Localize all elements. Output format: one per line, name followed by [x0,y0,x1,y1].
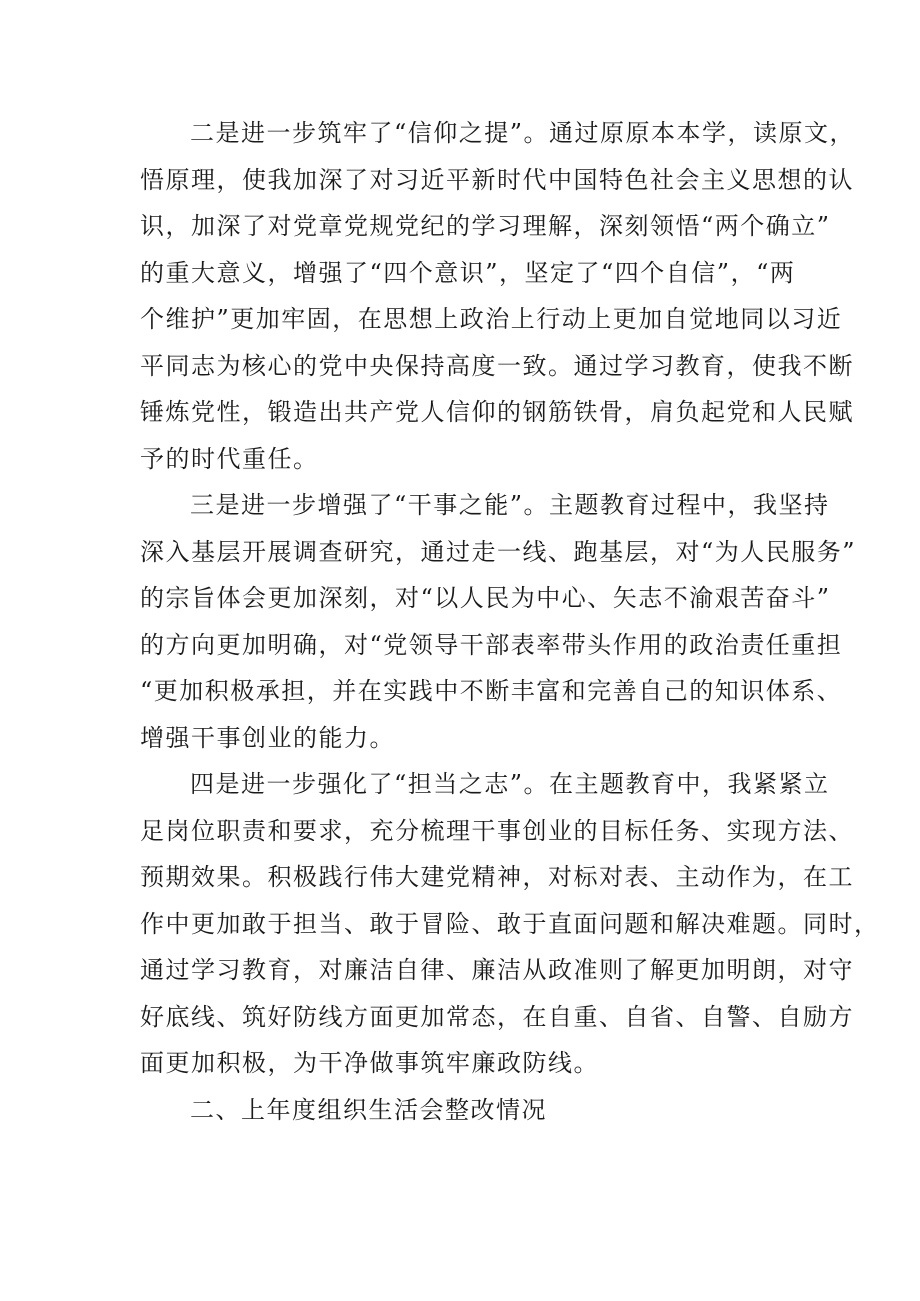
text-line: 预期效果。积极践行伟大建党精神，对标对表、主动作为，在工 [140,863,854,891]
paragraph-ability [140,482,857,761]
text-line: 四是进一步强化了“担当之志”。在主题教育中，我紧紧立 [190,770,830,798]
text-line: 的方向更加明确，对“党领导干部表率带头作用的政治责任重担 [140,630,843,659]
heading-line: 二、上年度组织生活会整改情况 [190,1095,547,1124]
text-line: 面更加积极，为干净做事筑牢廉政防线。 [140,1049,599,1077]
text-line: 作中更加敢于担当、敢于冒险、敢于直面问题和解决难题。同时， [140,909,880,938]
document-body [140,110,880,1133]
text-line: 三是进一步增强了“干事之能”。主题教育过程中，我坚持 [190,491,830,519]
text-line: 个维护”更加牢固，在思想上政治上行动上更加自觉地同以习近 [140,305,843,333]
text-line: 平同志为核心的党中央保持高度一致。通过学习教育，使我不断 [140,351,854,380]
paragraph-responsibility [140,761,880,1087]
text-line: 足岗位职责和要求，充分梳理干事创业的目标任务、实现方法、 [140,816,854,845]
text-line: 予的时代重任。 [140,444,319,473]
text-line: 悟原理，使我加深了对习近平新时代中国特色社会主义思想的认 [140,165,854,194]
text-line: “更加积极承担，并在实践中不断丰富和完善自己的知识体系、 [140,677,843,705]
text-line: 锤炼党性，锻造出共产党人信仰的钢筋铁骨，肩负起党和人民赋 [140,398,854,426]
text-line: 深入基层开展调查研究，通过走一线、跑基层，对“为人民服务” [140,537,857,566]
section-heading [140,1087,790,1134]
text-line: 的宗旨体会更加深刻，对“以人民为中心、矢志不渝艰苦奋斗” [140,584,831,612]
text-line: 增强干事创业的能力。 [140,723,395,752]
text-line: 的重大意义，增强了“四个意识”，坚定了“四个自信”，“两 [140,258,796,287]
text-line: 识，加深了对党章党规党纪的学习理解，深刻领悟“两个确立” [140,212,831,240]
text-line: 二是进一步筑牢了“信仰之提”。通过原原本本学，读原文， [190,119,856,147]
text-line: 通过学习教育，对廉洁自律、廉洁从政准则了解更加明朗，对守 [140,956,854,984]
paragraph-faith [140,110,856,482]
text-line: 好底线、筑好防线方面更加常态，在自重、自省、自警、自励方 [140,1002,854,1031]
